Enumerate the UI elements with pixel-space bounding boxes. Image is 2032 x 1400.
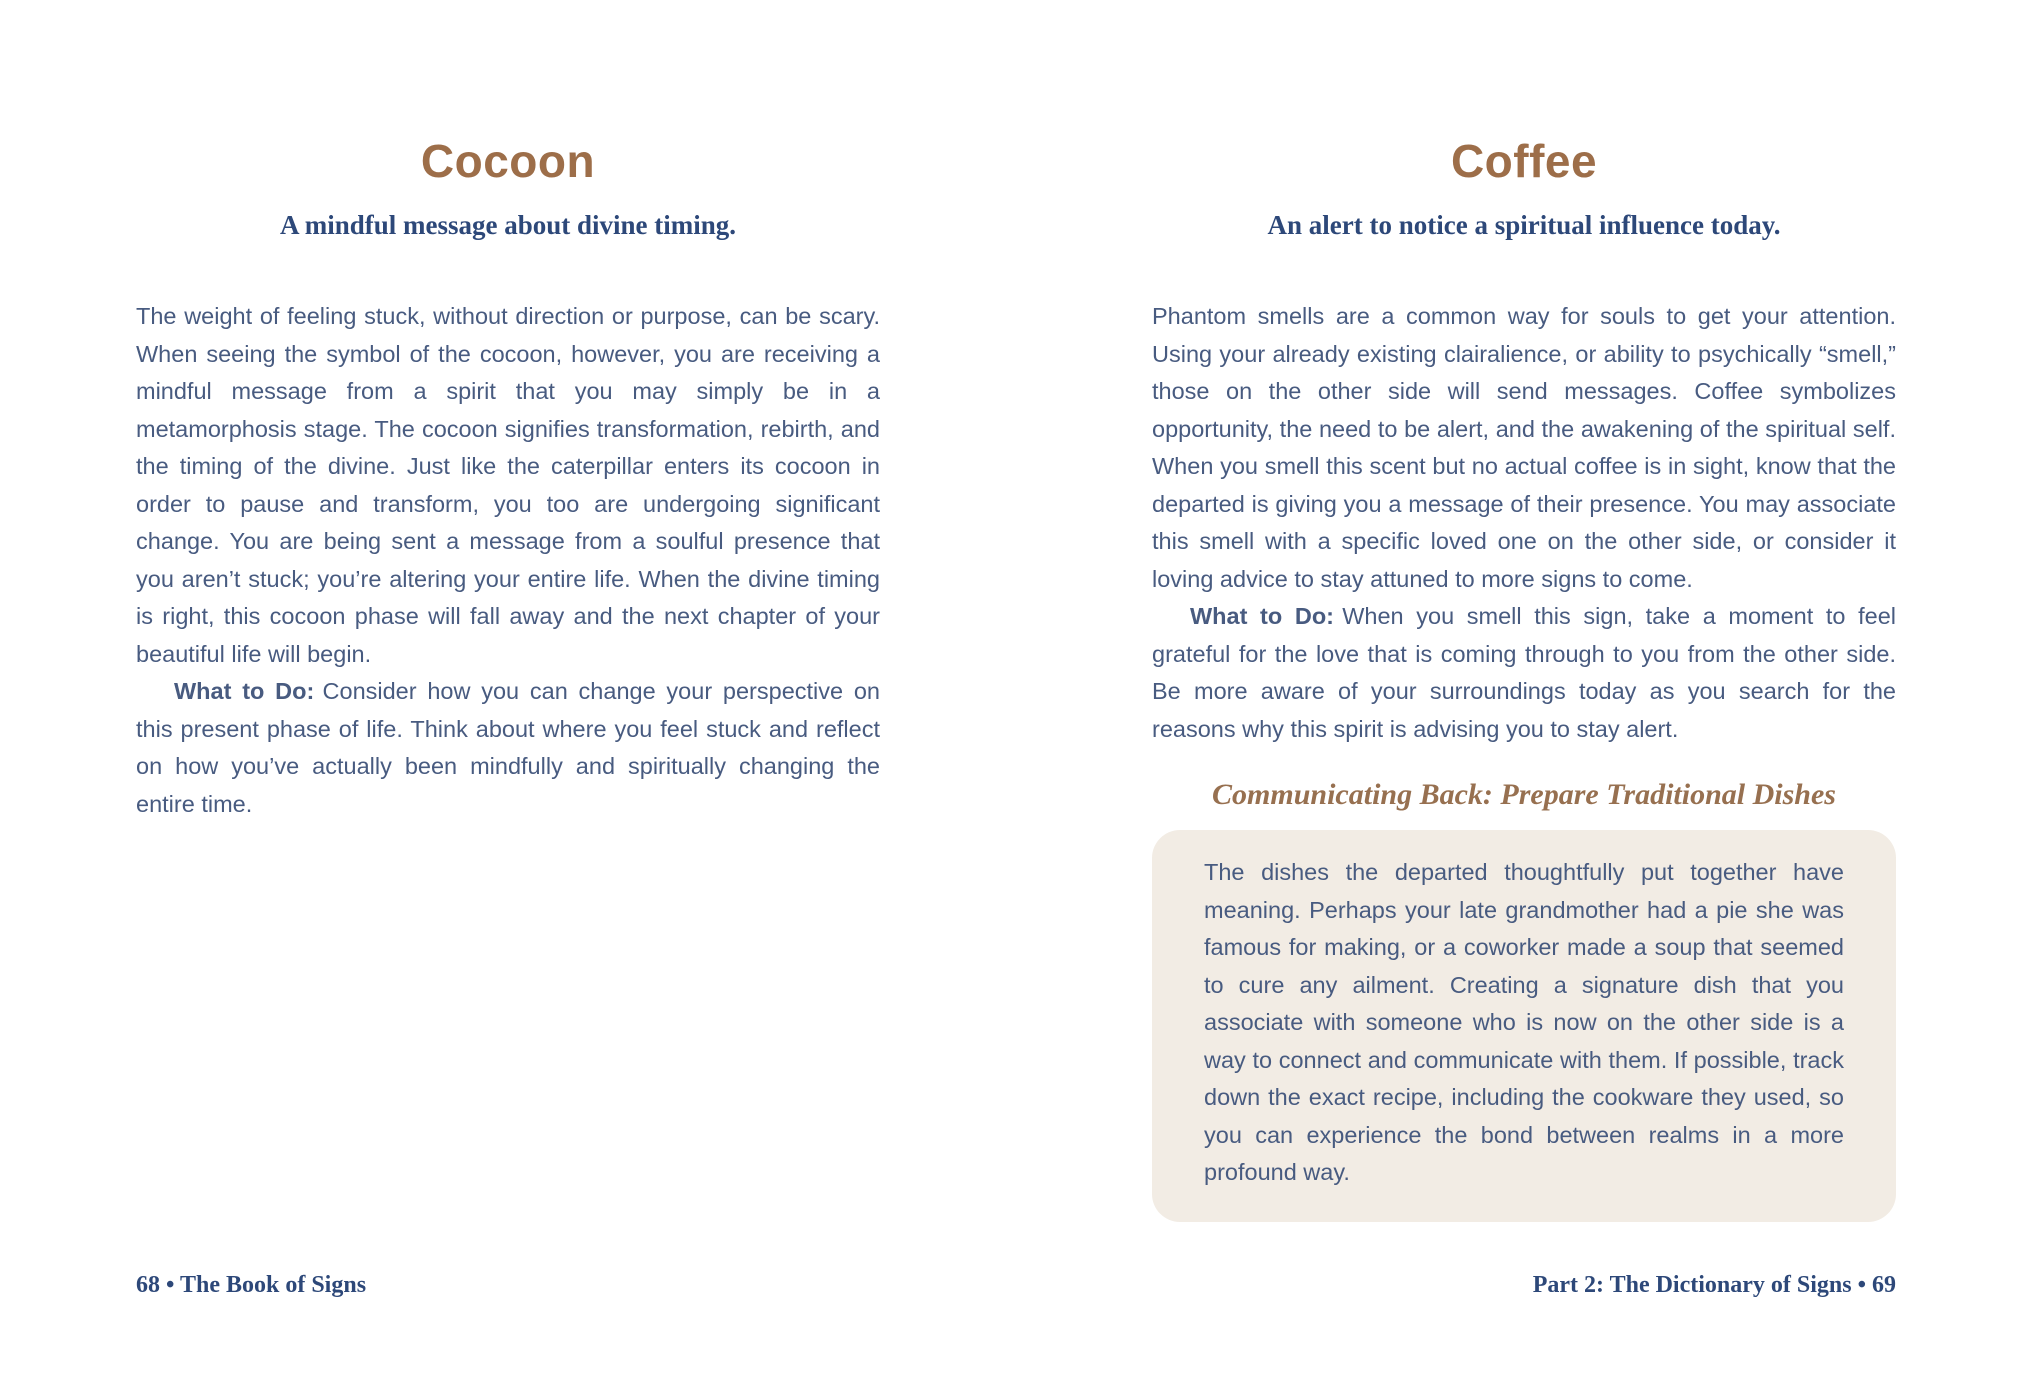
callout-heading: Communicating Back: Prepare Traditional Dishes [1212, 778, 1836, 811]
body-paragraph: Phantom smells are a common way for souls to get your attention. Using your already existing clairalience, or ability to psychically “smell,” those on the other side will send messages. Coffee symbolizes opportunity, the need to be alert, and the awakening of the spiritual self. When you smell this scent but no actual coffee is in sight, know that the departed is giving you a message of their presence. You may associate this smell with a specific loved one on the other side, or consider it loving advice to stay attuned to more signs to come. [1152, 303, 1896, 592]
left-text-column [136, 0, 880, 823]
page-right [1016, 0, 2032, 1400]
entry-subtitle-cocoon: A mindful message about divine timing. [279, 210, 737, 240]
entry-title-cocoon: Cocoon [420, 135, 596, 187]
what-to-do-label: What to Do: [1190, 603, 1335, 629]
what-to-do-text: Consider how you can change your perspective on this present phase of life. Think about where you feel stuck and reflect on how you’ve actually been mindfully and spiritually changing the entire time. [136, 678, 880, 817]
what-to-do-text: When you smell this sign, take a moment to feel grateful for the love that is coming through to you from the other side. Be more aware of your surroundings today as you search for the reasons why this spirit is advising you to stay alert. [1152, 603, 1897, 742]
what-to-do-label: What to Do: [174, 678, 315, 704]
entry-title-coffee: Coffee [1450, 135, 1598, 187]
what-to-do-paragraph [1152, 598, 1896, 748]
entry-body-coffee [1152, 298, 1896, 748]
entry-body-cocoon [136, 298, 880, 823]
what-to-do-paragraph [136, 673, 880, 823]
callout-body: The dishes the departed thoughtfully put together have meaning. Perhaps your late grandmother had a pie she was famous for making, or a coworker made a soup that seemed to cure any ailment. Creating a signature dish that you associate with someone who is now on the other side is a way to connect and communicate with them. If possible, track down the exact recipe, including the cookware they used, so you can experience the bond between realms in a more profound way. [1204, 859, 1844, 1185]
entry-subtitle-coffee: An alert to notice a spiritual influence today. [1267, 210, 1781, 240]
callout-box [1152, 830, 1896, 1222]
running-footer-left: 68 • The Book of Signs [136, 1272, 367, 1298]
body-paragraph: The weight of feeling stuck, without direction or purpose, can be scary. When seeing the symbol of the cocoon, however, you are receiving a mindful message from a spirit that you may simply be in a metamorphosis stage. The cocoon signifies transformation, rebirth, and the timing of the divine. Just like the caterpillar enters its cocoon in order to pause and transform, you too are undergoing significant change. You are being sent a message from a soulful presence that you aren’t stuck; you’re altering your entire life. When the divine timing is right, this cocoon phase will fall away and the next chapter of your beautiful life will begin. [136, 303, 880, 667]
running-footer-right: Part 2: The Dictionary of Signs • 69 [1532, 1272, 1896, 1298]
right-text-column [1152, 0, 1896, 1222]
